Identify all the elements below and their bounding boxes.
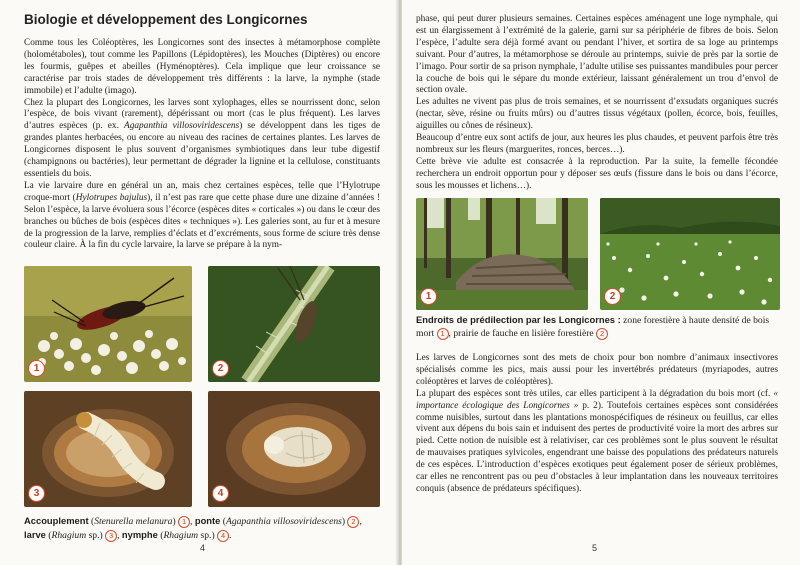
photo-number-badge: 2	[604, 288, 621, 305]
page-number: 4	[200, 543, 206, 553]
reference-badge: 1	[437, 328, 449, 340]
paragraph: Chez la plupart des Longicornes, les larves sont xylophages, elles se nourrissent donc, selon l’espèce, de bois vivant (rarement), dépérissant ou mort (cas le plus fréquent). Les larves d’autres espèces (p. ex. Agapanthia villosoviridescens) se développent dans les tiges de grandes plantes herbacées, ou encore au niveau des racines de certaines plantes. Les larves de Longicornes disposent le plus souvent d’organismes symbiotiques dans leur tube digestif (champignons ou bactéries), leur permettant de dégrader la lignine et la cellulose, constituants essentiels du bois.	[24, 97, 380, 179]
body-text	[24, 38, 380, 252]
body-text	[416, 353, 778, 496]
reference-badge: 1	[178, 516, 190, 528]
paragraph: phase, qui peut durer plusieurs semaines. Certaines espèces aménagent une loge nymphale, qui est un élargissement à l’extrémité de la galerie, garni sur sa périphérie de fibres de bois. Selon l’espèce, l’adulte sera déjà formé avant ou pendant l’hiver, et sortira de sa loge au printemps suivant. Pour d’autres, la métamorphose se déroule au printemps, suivie de près par la sortie de l’imago. Pour sortir de sa prison nymphale, l’adulte utilise ses puissantes mandibules pour percer la couche de bois qui le sépare du monde extérieur, laissant généralement un trou d’envol de section ovale.	[416, 14, 778, 96]
photo-mating-beetles	[24, 266, 192, 382]
page-number: 5	[592, 543, 598, 553]
photo-larva	[24, 391, 192, 507]
reference-badge: 3	[105, 530, 117, 542]
paragraph: Comme tous les Coléoptères, les Longicornes sont des insectes à métamorphose complète (holométaboles), tout comme les Papillons (Lépidoptères), les Mouches (Diptères) ou encore les fourmis, guêpes et abeilles (Hyménoptères). Cela implique que leur croissance se caractérise par trois stades de développement très différents : la larve, la nymphe (stade immobile) et l’adulte (imago).	[24, 38, 380, 96]
photo-caption: Accouplement (Stenurella melanura) 1 , ponte (Agapanthia villosoviridescens) 2 , larve (Rhagium sp.) 3 , nymphe (Rhagium sp.) 4 .	[24, 515, 362, 541]
photo-number-badge: 2	[212, 360, 229, 377]
photo-number-badge: 4	[212, 485, 229, 502]
photo-number-badge: 1	[28, 360, 45, 377]
paragraph: Les adultes ne vivent pas plus de trois semaines, et se nourrissent d’exsudats organiques sucrés (nectar, sève, résine ou fruits mûrs) ou d’autres tissus végétaux (pollen, écorce, bois, feuilles, aiguilles ou cônes de résineux).	[416, 97, 778, 132]
reference-badge: 2	[347, 516, 359, 528]
paragraph: La vie larvaire dure en général un an, mais chez certaines espèces, telle que l’Hylotrupe croque-mort (Hylotrupes bajulus), il n’est pas rare que cette phase dure une dizaine d’années ! Selon l’espèce, la larve évoluera sous l’écorce (espèces dites « corticales ») ou dans le cœur des branches ou bûches de bois (espèces dites « techniques »). Les galeries sont, au fur et à mesure de la progression de la larve, remplies d’éclats et d’excréments, sous forme de sciure très dense couleur claire. À la fin du cycle larvaire, la larve se prépare à la nym-	[24, 180, 380, 251]
paragraph: Les larves de Longicornes sont des mets de choix pour bon nombre d’animaux insectivores spécialisés comme les pics, mais aussi pour les invertébrés prédateurs (myriapodes, autres coléoptères et larves de coléoptères).	[416, 353, 778, 387]
photo-egg-laying	[208, 266, 380, 382]
page-title: Biologie et développement des Longicornes	[24, 12, 308, 27]
paragraph: La plupart des espèces sont très utiles, car elles participent à la dégradation du bois mort (cf. « importance écologique des Longicornes » p. 2). Toutefois certaines espèces sont considérées comme nuisibles, surtout dans les plantations monospécifiques de résineux ou feuillus, car elles vivent aux dépens du bois sain et induisent des pertes de productivité voire la mort des arbres sur pied. Cette notion de nuisible est à relativiser, car ces problèmes sont le plus souvent le résultat de mauvaises pratiques sylvicoles, engendrant une baisse des populations des prédateurs naturels de ces espèces. L’introduction d’espèces exotiques peut également poser de sérieux problèmes, car elles ne rencontrent pas ou peu d’obstacles à leur implantation dans les nouveaux territoires conquis (absence de prédateurs spécifiques).	[416, 388, 778, 494]
left-page	[0, 0, 398, 565]
right-page	[402, 0, 800, 565]
photo-number-badge: 3	[28, 485, 45, 502]
photo-nymph	[208, 391, 380, 507]
reference-badge: 2	[596, 328, 608, 340]
photo-caption: Endroits de prédilection par les Longicornes : zone forestière à haute densité de bois mort 1 , prairie de fauche en lisière forestière 2	[416, 314, 770, 339]
photo-number-badge: 1	[420, 288, 437, 305]
body-text	[416, 14, 778, 193]
photo-meadow	[600, 198, 780, 310]
photo-forest-deadwood	[416, 198, 588, 310]
paragraph: Beaucoup d’entre eux sont actifs de jour, aux heures les plus chaudes, et peuvent parfois être très nombreux sur les fleurs (marguerites, ronces, berces…).	[416, 133, 778, 155]
paragraph: Cette brève vie adulte est consacrée à la reproduction. Par la suite, la femelle fécondée recherchera un endroit opportun pour y déposer ses œufs (fissure dans le bois ou dans l’écorce, sous les mousses et lichens…).	[416, 156, 778, 191]
reference-badge: 4	[217, 530, 229, 542]
